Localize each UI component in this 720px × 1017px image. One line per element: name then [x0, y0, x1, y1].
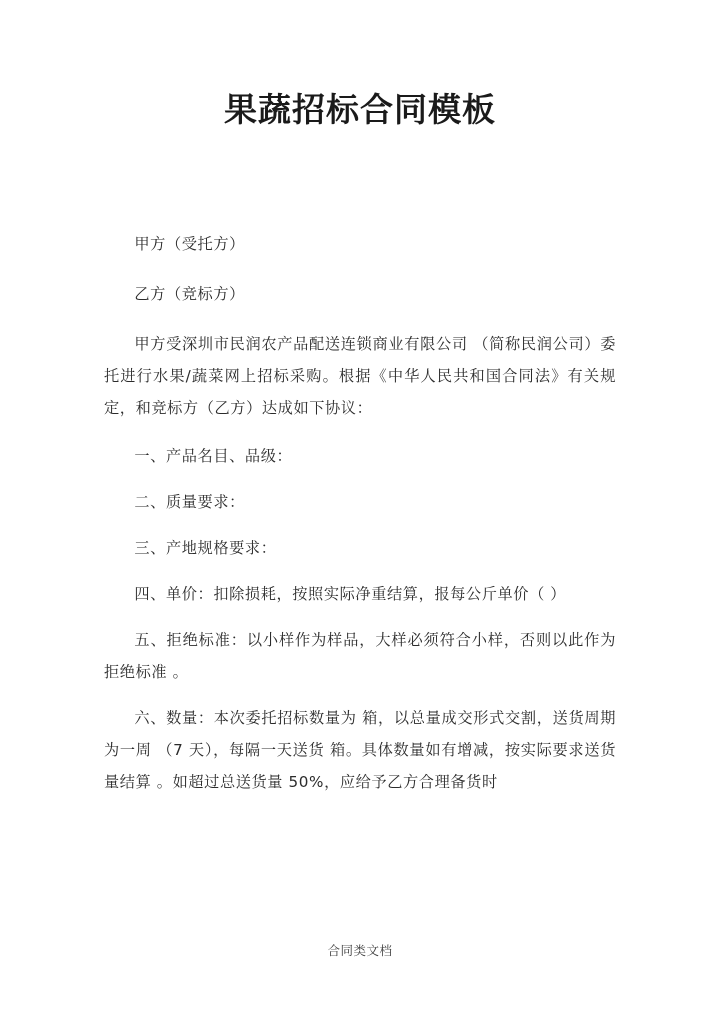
clause-item-3: 三、产地规格要求： — [134, 539, 277, 557]
clause-item-2: 二、质量要求： — [134, 493, 245, 511]
spacer — [104, 472, 616, 486]
preamble-paragraph: 甲方受深圳市民润农产品配送连锁商业有限公司 （简称民润公司）委托进行水果/蔬菜网上招标采购。根据《中华人民共和国合同法》有关规定，和竞标方（乙方）达成如下协议： — [104, 335, 616, 417]
spacer — [104, 310, 616, 328]
clause-item-6: 六、数量：本次委托招标数量为 箱，以总量成交形式交割，送货周期为一周 （7 天），每隔一天送货 箱。具体数量如有增减，按实际要求送货量结算 。如超过总送货量 50%，应给予乙方合理备货时 — [104, 709, 616, 791]
spacer — [104, 260, 616, 278]
spacer — [104, 564, 616, 578]
clause-item-4: 四、单价：扣除损耗，按照实际净重结算，报每公斤单价（ ） — [134, 585, 567, 603]
spacer — [104, 424, 616, 440]
page-title: 果蔬招标合同模板 — [224, 90, 496, 129]
clause-item-5: 五、拒绝标准：以小样作为样品，大样必须符合小样，否则以此作为拒绝标准 。 — [104, 631, 616, 681]
spacer — [104, 610, 616, 624]
party-a-line: 甲方（受托方） — [134, 235, 245, 253]
spacer — [104, 688, 616, 702]
document-body — [104, 228, 616, 798]
spacer — [104, 518, 616, 532]
clause-item-1: 一、产品名目、品级： — [134, 447, 293, 465]
footer-label: 合同类文档 — [327, 943, 393, 958]
party-b-line: 乙方（竞标方） — [134, 285, 245, 303]
